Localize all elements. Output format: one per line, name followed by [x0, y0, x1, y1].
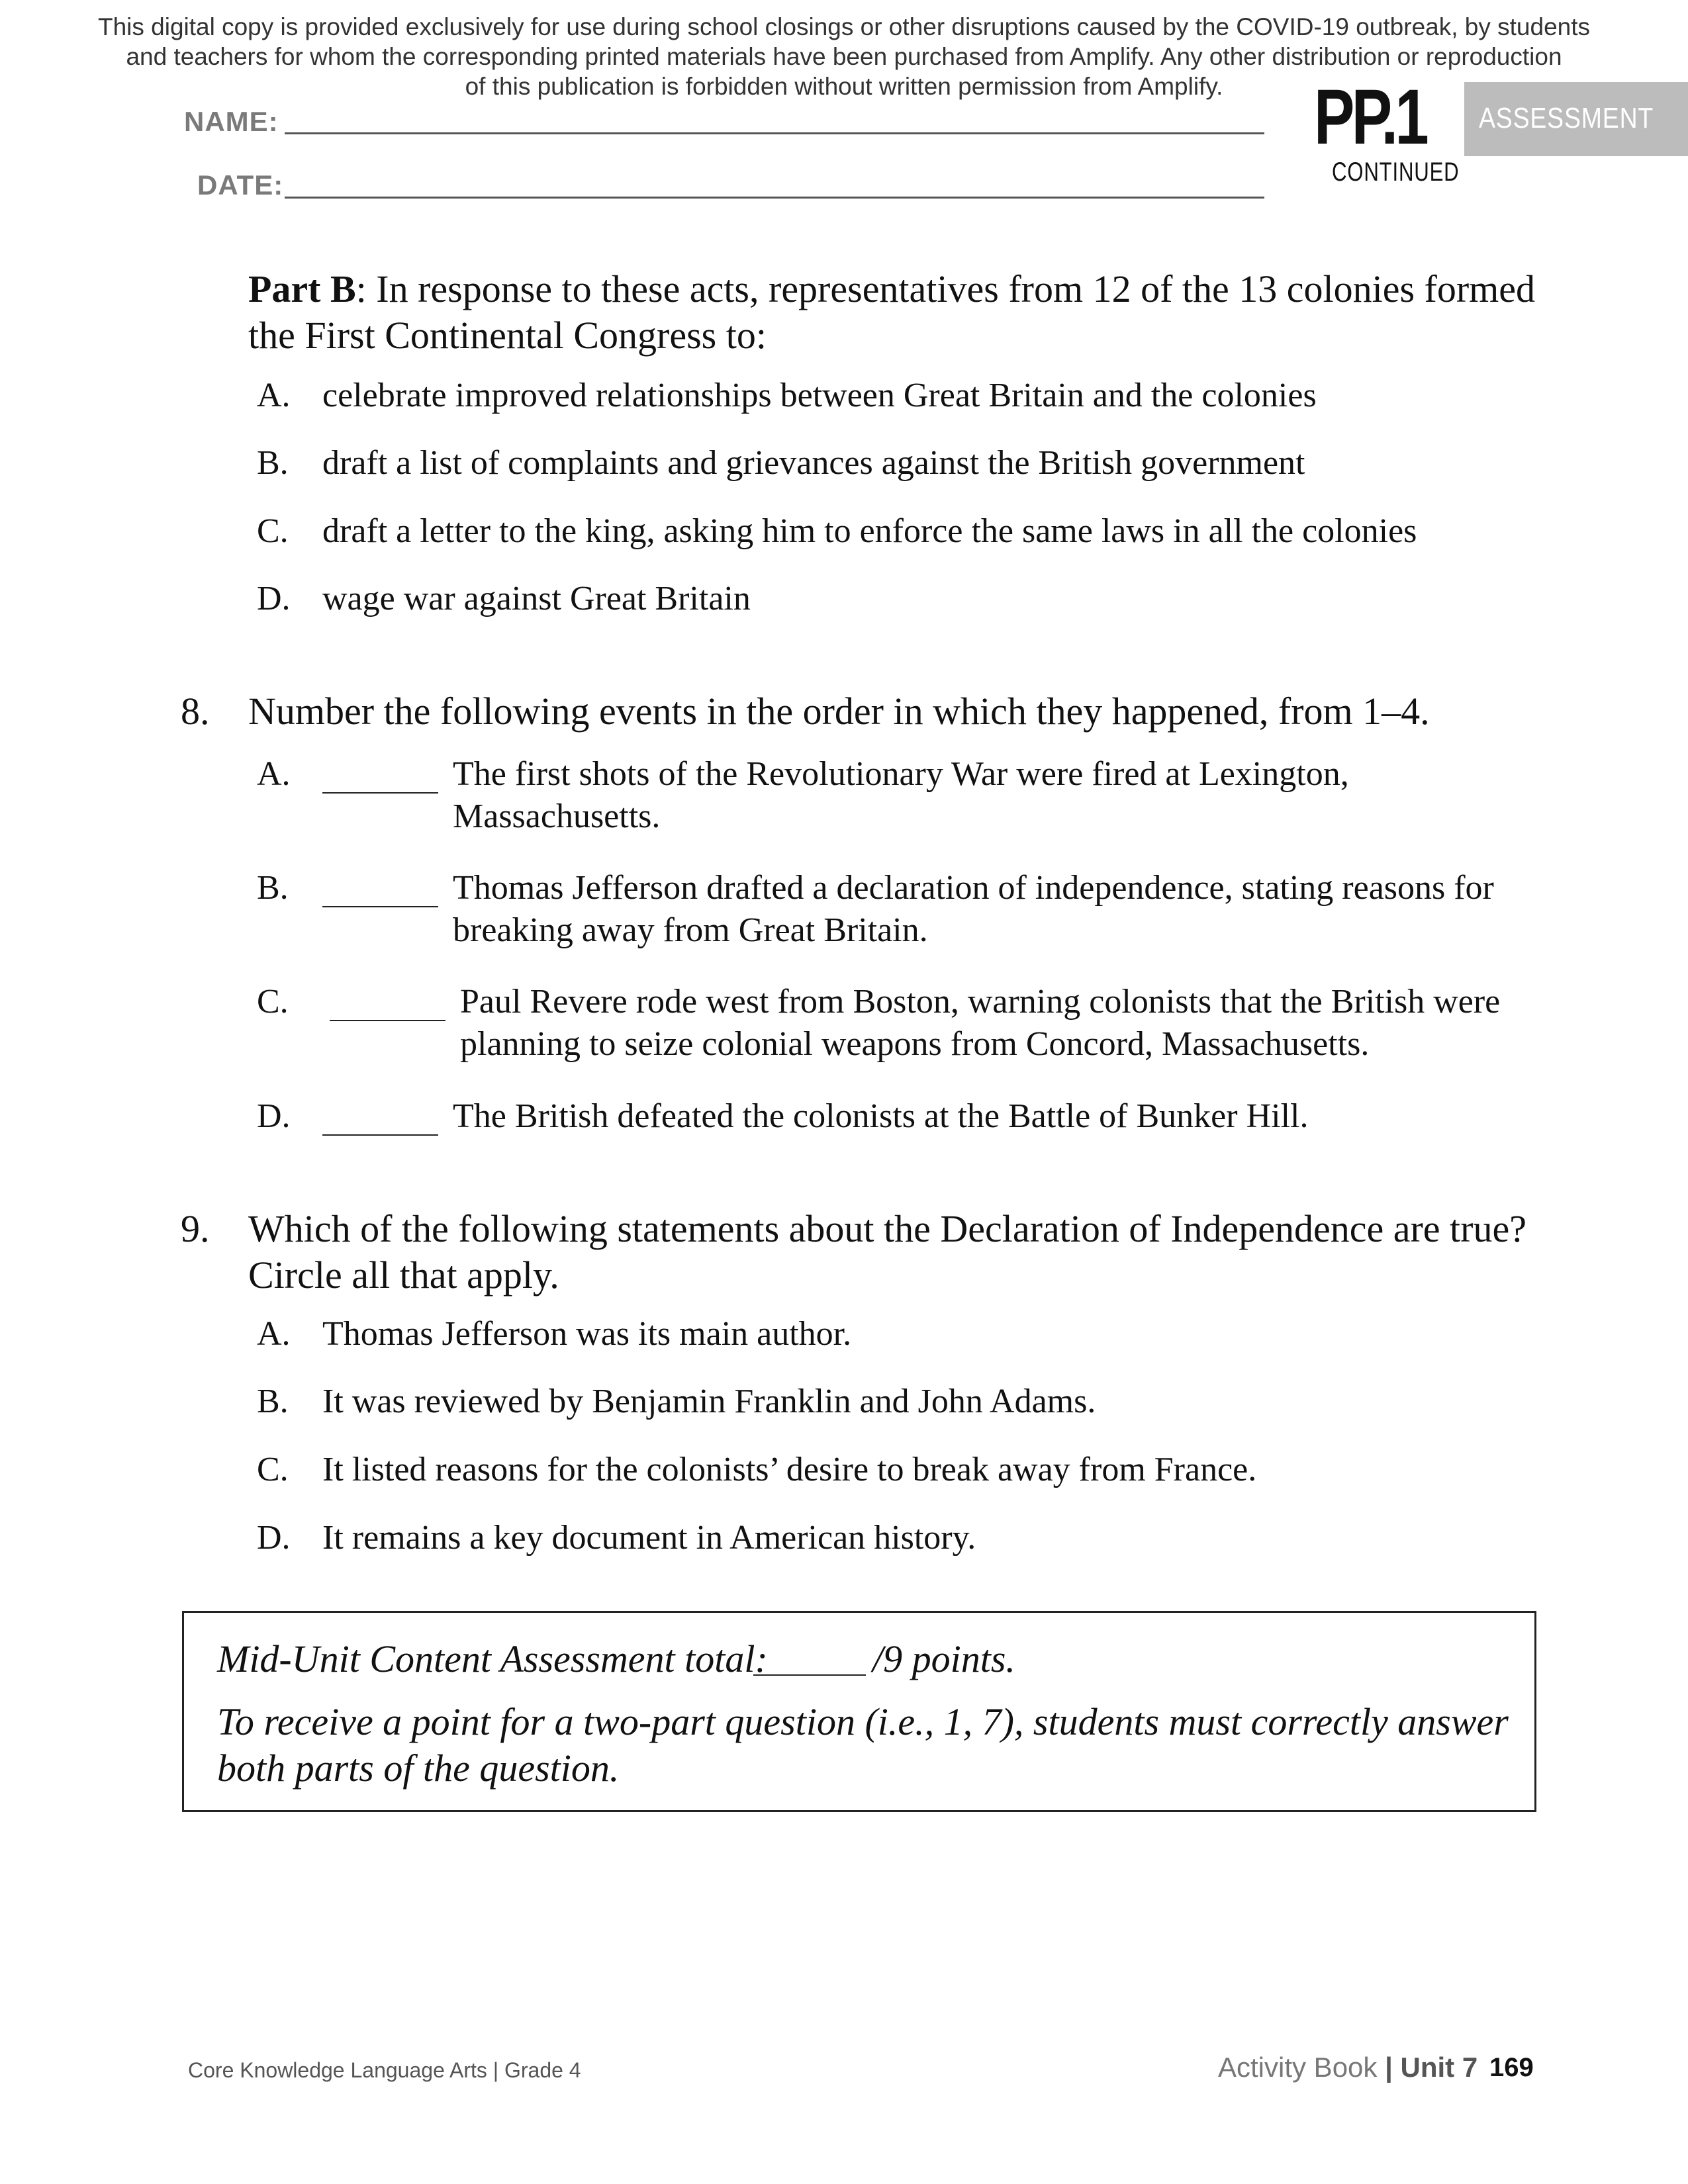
part-b-option-c-letter[interactable]: C.	[257, 512, 289, 550]
total-label: Mid-Unit Content Assessment total:	[217, 1637, 768, 1680]
footer-book-unit	[1218, 2052, 1477, 2083]
part-b-option-a-text: celebrate improved relationships between Great Britain and the colonies	[322, 377, 1317, 414]
part-b-prompt	[248, 266, 1535, 312]
q8-number: 8.	[181, 690, 210, 733]
assessment-tab-label: ASSESSMENT	[1479, 102, 1654, 134]
date-label: DATE:	[197, 169, 284, 201]
q8-option-d-letter: D.	[257, 1097, 291, 1135]
q8-option-d-answer-blank[interactable]	[322, 1134, 438, 1136]
q9-option-d-text: It remains a key document in American history.	[322, 1519, 976, 1557]
q8-option-a-letter: A.	[257, 755, 291, 793]
q9-option-c-letter[interactable]: C.	[257, 1451, 289, 1488]
q9-option-a-text: Thomas Jefferson was its main author.	[322, 1315, 852, 1353]
q8-option-b-line-1: Thomas Jefferson drafted a declaration of independence, stating reasons for	[453, 869, 1494, 907]
footer-unit: Unit 7	[1400, 2052, 1478, 2083]
assessment-tab	[1464, 82, 1688, 156]
part-b-text-line-2: the First Continental Congress to:	[248, 314, 767, 357]
q8-option-c-answer-blank[interactable]	[330, 1020, 445, 1021]
name-label: NAME:	[184, 106, 279, 137]
part-b-option-c-text: draft a letter to the king, asking him to enforce the same laws in all the colonies	[322, 512, 1417, 550]
q9-option-b-text: It was reviewed by Benjamin Franklin and John Adams.	[322, 1383, 1096, 1420]
q8-option-a-line-2: Massachusetts.	[453, 797, 661, 835]
date-input-line[interactable]	[285, 197, 1264, 199]
q9-option-b-letter[interactable]: B.	[257, 1383, 289, 1420]
q8-option-a-answer-blank[interactable]	[322, 792, 438, 794]
total-note-line-2: both parts of the question.	[217, 1747, 620, 1790]
q8-option-b-letter: B.	[257, 869, 289, 907]
q9-option-d-letter[interactable]: D.	[257, 1519, 291, 1557]
footer-book: Activity Book	[1218, 2052, 1378, 2083]
q9-text-line-1: Which of the following statements about the Declaration of Independence are true?	[248, 1207, 1526, 1250]
q9-option-c-text: It listed reasons for the colonists’ desire to break away from France.	[322, 1451, 1257, 1488]
q8-option-b-line-2: breaking away from Great Britain.	[453, 911, 928, 949]
distribution-notice	[0, 12, 1688, 101]
part-b-option-b-letter[interactable]: B.	[257, 444, 289, 482]
part-b-option-d-letter[interactable]: D.	[257, 580, 291, 617]
total-suffix: /9 points.	[872, 1637, 1015, 1680]
notice-line-3: of this publication is forbidden without written permission from Amplify.	[465, 73, 1223, 100]
page-number: 169	[1489, 2053, 1534, 2082]
footer-series: Core Knowledge Language Arts | Grade 4	[188, 2058, 581, 2082]
q8-option-c-line-2: planning to seize colonial weapons from Concord, Massachusetts.	[460, 1025, 1370, 1063]
q8-option-c-letter: C.	[257, 983, 289, 1021]
total-note-line-1: To receive a point for a two-part question (i.e., 1, 7), students must correctly answer	[217, 1700, 1509, 1743]
q9-number: 9.	[181, 1207, 210, 1250]
total-score-blank[interactable]	[753, 1674, 866, 1676]
q8-option-c-line-1: Paul Revere rode west from Boston, warning colonists that the British were	[460, 983, 1501, 1021]
q9-option-a-letter[interactable]: A.	[257, 1315, 291, 1353]
q8-option-a-line-1: The first shots of the Revolutionary War were fired at Lexington,	[453, 755, 1349, 793]
name-input-line[interactable]	[285, 132, 1264, 134]
q8-option-d-line-1: The British defeated the colonists at the Battle of Bunker Hill.	[453, 1097, 1309, 1135]
q8-text: Number the following events in the order in which they happened, from 1–4.	[248, 690, 1430, 733]
notice-line-2: and teachers for whom the corresponding printed materials have been purchased from Amplify. Any other distribution or reproduction	[126, 43, 1562, 70]
page-code: PP.1	[1314, 73, 1426, 161]
part-b-label: Part B	[248, 267, 356, 310]
notice-line-1: This digital copy is provided exclusively for use during school closings or other disruptions caused by the COVID-19 outbreak, by students	[97, 13, 1591, 40]
part-b-text-line-1: : In response to these acts, representatives from 12 of the 13 colonies formed	[355, 267, 1536, 310]
part-b-option-d-text: wage war against Great Britain	[322, 580, 751, 617]
continued-label: CONTINUED	[1332, 158, 1460, 187]
part-b-option-b-text: draft a list of complaints and grievances against the British government	[322, 444, 1305, 482]
footer-separator: |	[1385, 2052, 1393, 2083]
part-b-option-a-letter[interactable]: A.	[257, 377, 291, 414]
q9-text-line-2: Circle all that apply.	[248, 1253, 559, 1297]
q8-option-b-answer-blank[interactable]	[322, 906, 438, 907]
